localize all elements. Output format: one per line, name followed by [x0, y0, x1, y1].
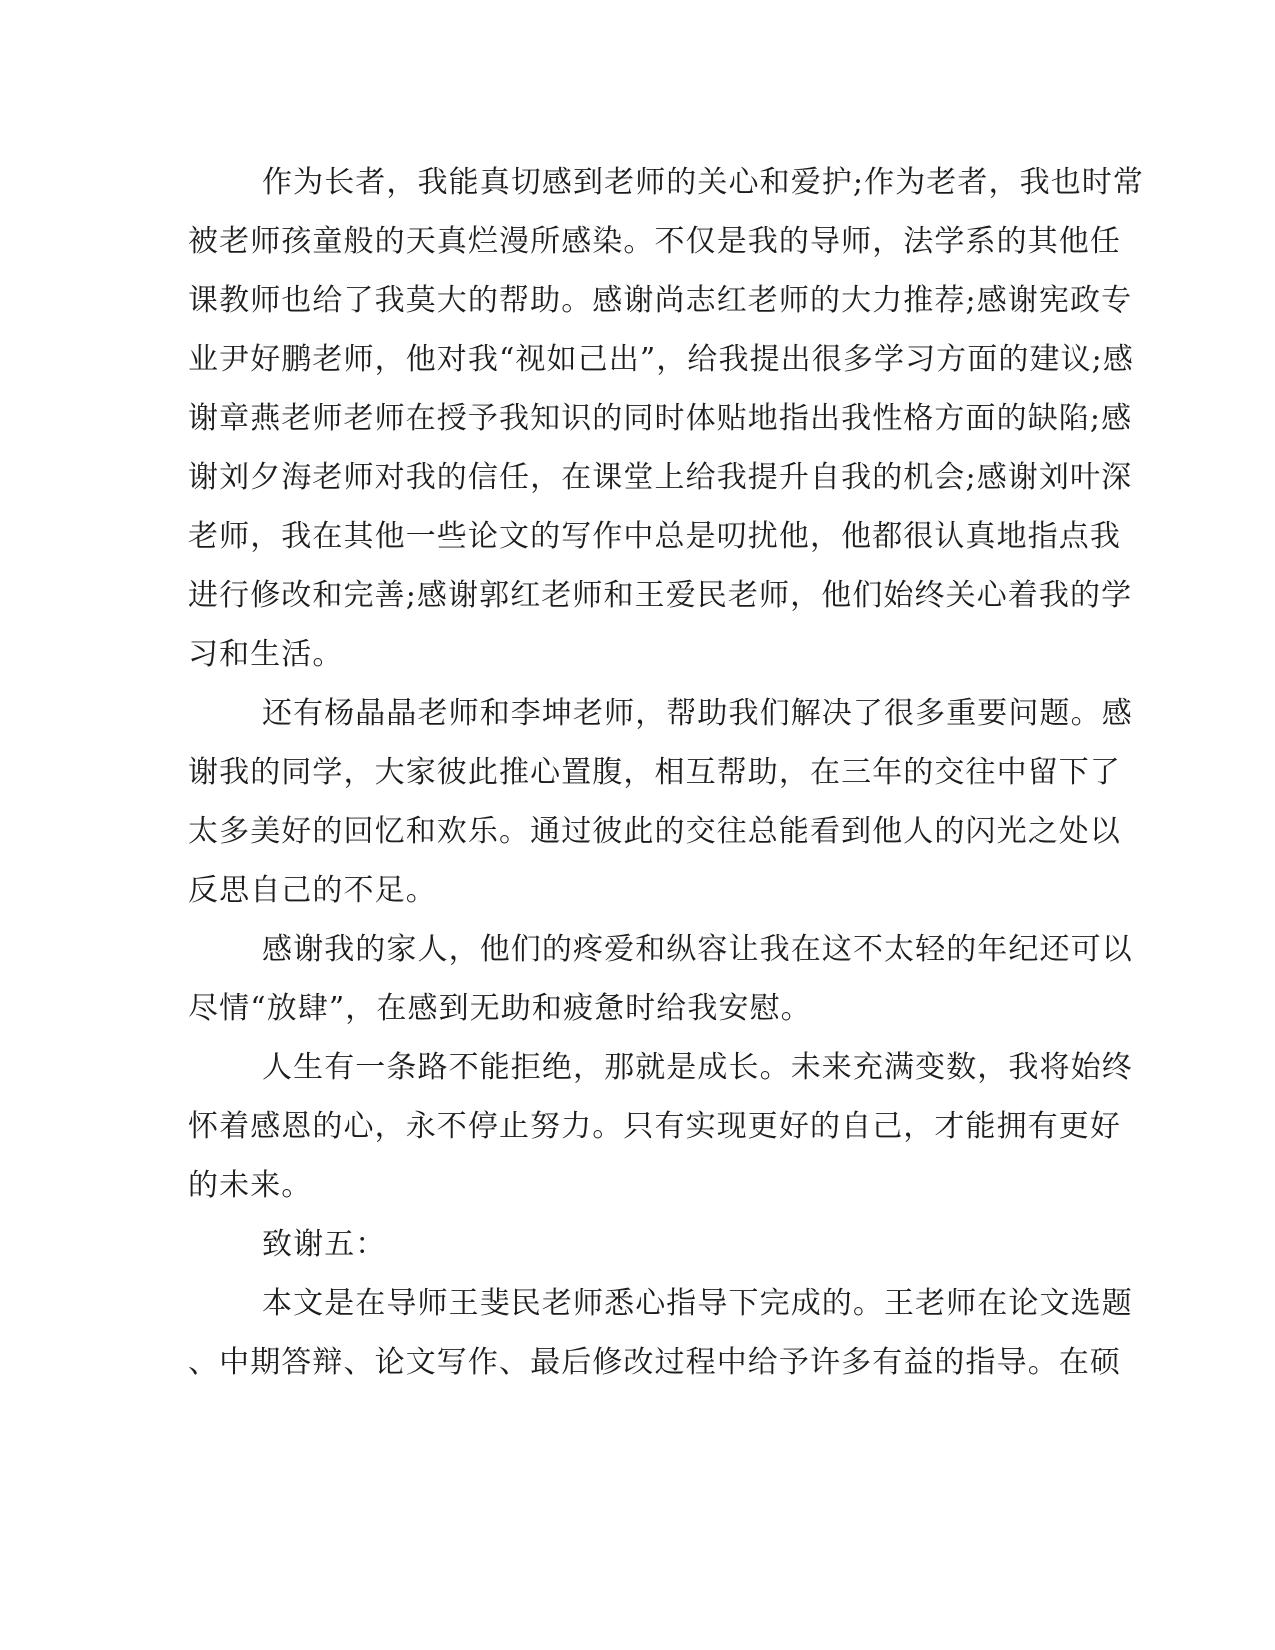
paragraph-line: 太多美好的回忆和欢乐。通过彼此的交往总能看到他人的闪光之处以 [188, 814, 1121, 849]
paragraph-line: 怀着感恩的心，永不停止努力。只有实现更好的自己，才能拥有更好 [188, 1109, 1121, 1144]
section-heading: 致谢五： [262, 1227, 387, 1262]
paragraph-line: 作为长者，我能真切感到老师的关心和爱护;作为老者，我也时常 [262, 165, 1145, 200]
paragraph-line: 谢我的同学，大家彼此推心置腹，相互帮助，在三年的交往中留下了 [188, 755, 1121, 790]
paragraph-line: 习和生活。 [188, 637, 344, 672]
paragraph-line: 进行修改和完善;感谢郭红老师和王爱民老师，他们始终关心着我的学 [188, 578, 1133, 613]
paragraph-line: 还有杨晶晶老师和李坤老师，帮助我们解决了很多重要问题。感 [262, 696, 1133, 731]
paragraph-line: 谢章燕老师老师在授予我知识的同时体贴地指出我性格方面的缺陷;感 [188, 401, 1133, 436]
paragraph-line: 反思自己的不足。 [188, 873, 437, 908]
paragraph-line: 感谢我的家人，他们的疼爱和纵容让我在这不太轻的年纪还可以 [262, 932, 1133, 967]
paragraph-line: 老师，我在其他一些论文的写作中总是叨扰他，他都很认真地指点我 [188, 519, 1121, 554]
paragraph-line: 课教师也给了我莫大的帮助。感谢尚志红老师的大力推荐;感谢宪政专 [188, 283, 1133, 318]
paragraph-line: 尽情“放肆”，在感到无助和疲惫时给我安慰。 [188, 991, 812, 1026]
paragraph-line: 人生有一条路不能拒绝，那就是成长。未来充满变数，我将始终 [262, 1050, 1133, 1085]
paragraph-line: 本文是在导师王斐民老师悉心指导下完成的。王老师在论文选题 [262, 1286, 1133, 1321]
paragraph-line: 被老师孩童般的天真烂漫所感染。不仅是我的导师，法学系的其他任 [188, 224, 1121, 259]
paragraph-line: 谢刘夕海老师对我的信任，在课堂上给我提升自我的机会;感谢刘叶深 [188, 460, 1133, 495]
paragraph-line: 、中期答辩、论文写作、最后修改过程中给予许多有益的指导。在硕 [188, 1345, 1121, 1380]
paragraph-line: 业尹好鹏老师，他对我“视如己出”，给我提出很多学习方面的建议;感 [188, 342, 1134, 377]
paragraph-line: 的未来。 [188, 1168, 313, 1203]
